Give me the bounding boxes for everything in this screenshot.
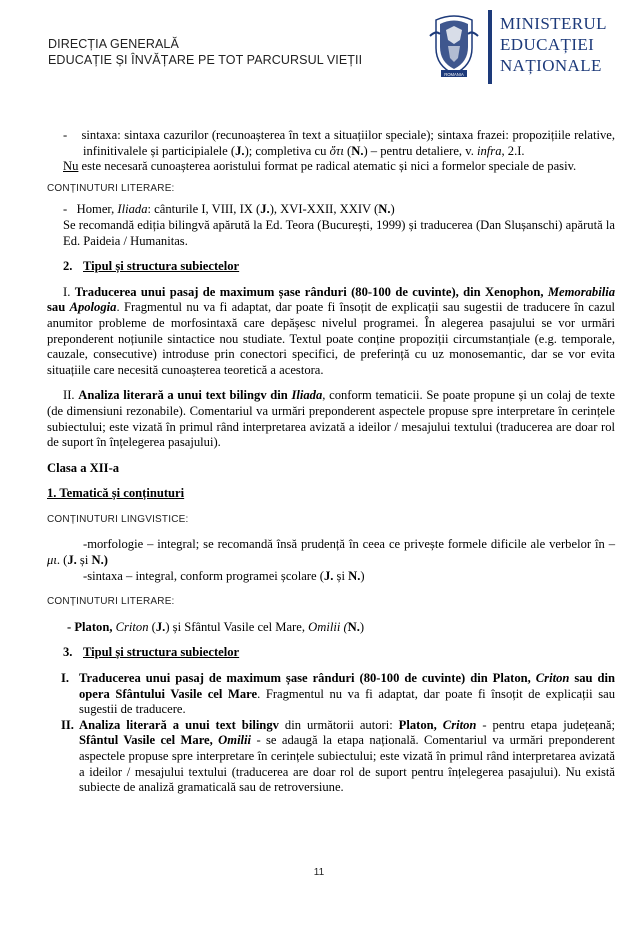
svg-text:ROMANIA: ROMANIA [444,72,464,77]
header-department [48,36,362,68]
romania-coat-of-arms-logo [428,10,480,80]
subject-I-paragraph: I. Traducerea unui pasaj de maximum șase rânduri (80-100 de cuvinte), din Xenophon, Memorabilia sau Apologia. Fragmentul nu va fi adaptat, dar poate fi însoțit de explicații sau sugestii de traducere în cazul anumitor probleme de morfosintaxă care depășesc nivelul programei. În alegerea pasajului se vor urmări preponderent noțiunile sintactice nou studiate. Textul poate conține propoziții circumstanțiale (e.g. temporale, cauzale, consecutive) introduse prin conectori specifici, de preferință cu uz monosemantic, dar se vor evita situațiile care necesită cunoașterea teoretică a acestora. [47,284,616,377]
ministry-name [500,13,607,76]
ministry-divider-bar [488,10,492,84]
section-heading-structure: 2. Tipul și structura subiectelor [63,259,240,274]
themes-heading: 1. Tematică și conținuturi [47,486,185,501]
ministry-line-3: NAȚIONALE [500,56,602,75]
edition-recommendation: Se recomandă ediția bilingvă apărută la Ed. Teora (București, 1999) și traducerea (Dan Slușanschi) apărută la Ed. Paideia / Humanitas. [63,217,615,248]
ministry-line-2: EDUCAȚIEI [500,35,595,54]
syntax-line: -sintaxa – integral, conform programei școlare (J. și N.) [83,568,365,583]
homer-bullet: - Homer, Iliada: cânturile I, VIII, IX (J.), XVI-XXII, XXIV (N.) [63,202,395,217]
morphology-line: -morfologie – integral; se recomandă însă prudență în ceea ce privește formele dificile ale verbelor în –μι. (J. și N.) [47,537,615,568]
document-body [47,128,615,796]
literary-contents-label: CONȚINUTURI LITERARE: [47,182,175,194]
header-line-1: DIRECȚIA GENERALĂ [48,37,179,51]
ministry-line-1: MINISTERUL [500,14,607,33]
plato-line: - Platon, Criton (J.) și Sfântul Vasile cel Mare, Omilii (N.) [67,619,365,634]
subject-II-paragraph: II. Analiza literară a unui text bilingv din Iliada, conform tematicii. Se poate propune și un colaj de texte (de dimensiuni rezonabile). Comentariul va urmări preponderent aspectele propuse spre interpretare în cerințele subiectului; este vizată în primul rând interpretarea avizată a ideilor / mesajului textului (traducerea are doar rol de suport în înțelegerea pasajului). [47,388,616,450]
aorist-note: Nu este necesară cunoașterea aoristului format pe radical atematic și nici a formelor speciale de pasiv. [63,159,577,174]
linguistic-contents-label: CONȚINUTURI LINGVISTICE: [47,513,189,525]
section-heading-structure-2: 3. Tipul și structura subiectelor [63,645,240,660]
roman-I-item: I. Traducerea unui pasaj de maximum șase rânduri (80-100 de cuvinte) din Platon, Criton sau din opera Sfântului Vasile cel Mare. Fragmentul nu va fi adaptat, dar poate fi însoțit de explicații sau sugestii de traducere. [61,671,615,717]
class-heading: Clasa a XII-a [47,460,120,475]
roman-II-item: II. Analiza literară a unui text bilingv din următorii autori: Platon, Criton - pentru etapa județeană; Sfântul Vasile cel Mare, Omilii - se adaugă la etapa națională. Comentariul va urmări preponderent aspectele propuse spre interpretare în cerințele subiectului; este vizată în primul rând interpretarea avizată a ideilor / mesajului textului (traducerea are doar rol de suport pentru înțelegerea pasajului). Nu există subiecte de analiză gramaticală sau de retroversiune. [61,717,615,795]
page-number: 11 [313,867,325,878]
literary-contents-label-2: CONȚINUTURI LITERARE: [47,596,175,608]
header-line-2: EDUCAȚIE ȘI ÎNVĂȚARE PE TOT PARCURSUL VIEȚII [48,53,363,67]
syntax-bullet: - sintaxa: sintaxa cazurilor (recunoașterea în text a situațiilor speciale); sintaxa frazei: propozițiile relative, infinitivalele și participialele (J.); completiva cu ὅτι (N.) – pentru detaliere, v. infra, 2.I. [63,128,615,158]
